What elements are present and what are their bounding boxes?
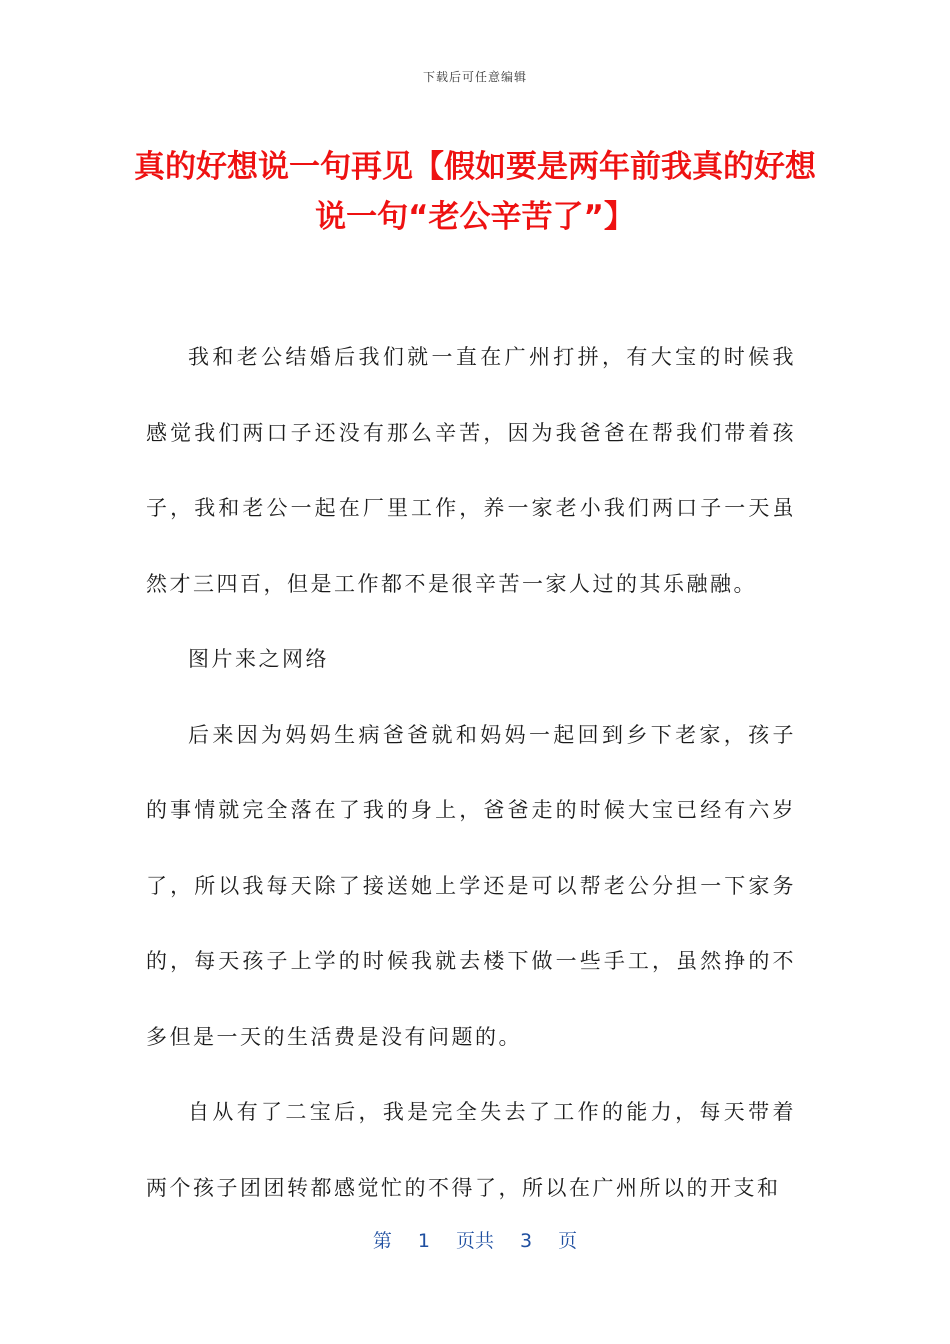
paragraph: 图片来之网络 [188, 647, 329, 671]
paragraph: 我和老公结婚后我们就一直在广州打拼，有大宝的时候我感觉我们两口子还没有那么辛苦，因为我爸爸在帮我们带着孩子，我和老公一起在厂里工作，养一家老小我们两口子一天虽然才三四百，但是工作都不是很辛苦一家人过的其乐融融。 [146, 345, 796, 596]
page-label-prefix: 第 [372, 1230, 392, 1252]
page-label-suffix: 页 [558, 1230, 578, 1252]
page-footer [0, 1226, 950, 1253]
document-title: 真的好想说一句再见【假如要是两年前我真的好想说一句“老公辛苦了”】 [134, 149, 816, 235]
header-note: 下载后可任意编辑 [422, 70, 527, 84]
paragraph: 自从有了二宝后，我是完全失去了工作的能力，每天带着两个孩子团团转都感觉忙的不得了，所以在广州所以的开支和 [146, 1100, 796, 1200]
document-body [146, 320, 796, 1226]
paragraph: 后来因为妈妈生病爸爸就和妈妈一起回到乡下老家，孩子的事情就完全落在了我的身上，爸爸走的时候大宝已经有六岁了，所以我每天除了接送她上学还是可以帮老公分担一下家务的，每天孩子上学的时候我就去楼下做一些手工，虽然挣的不多但是一天的生活费是没有问题的。 [146, 722, 796, 1049]
current-page-number: 1 [417, 1230, 430, 1252]
total-pages-number: 3 [520, 1230, 533, 1252]
page-label-middle: 页共 [455, 1230, 494, 1252]
